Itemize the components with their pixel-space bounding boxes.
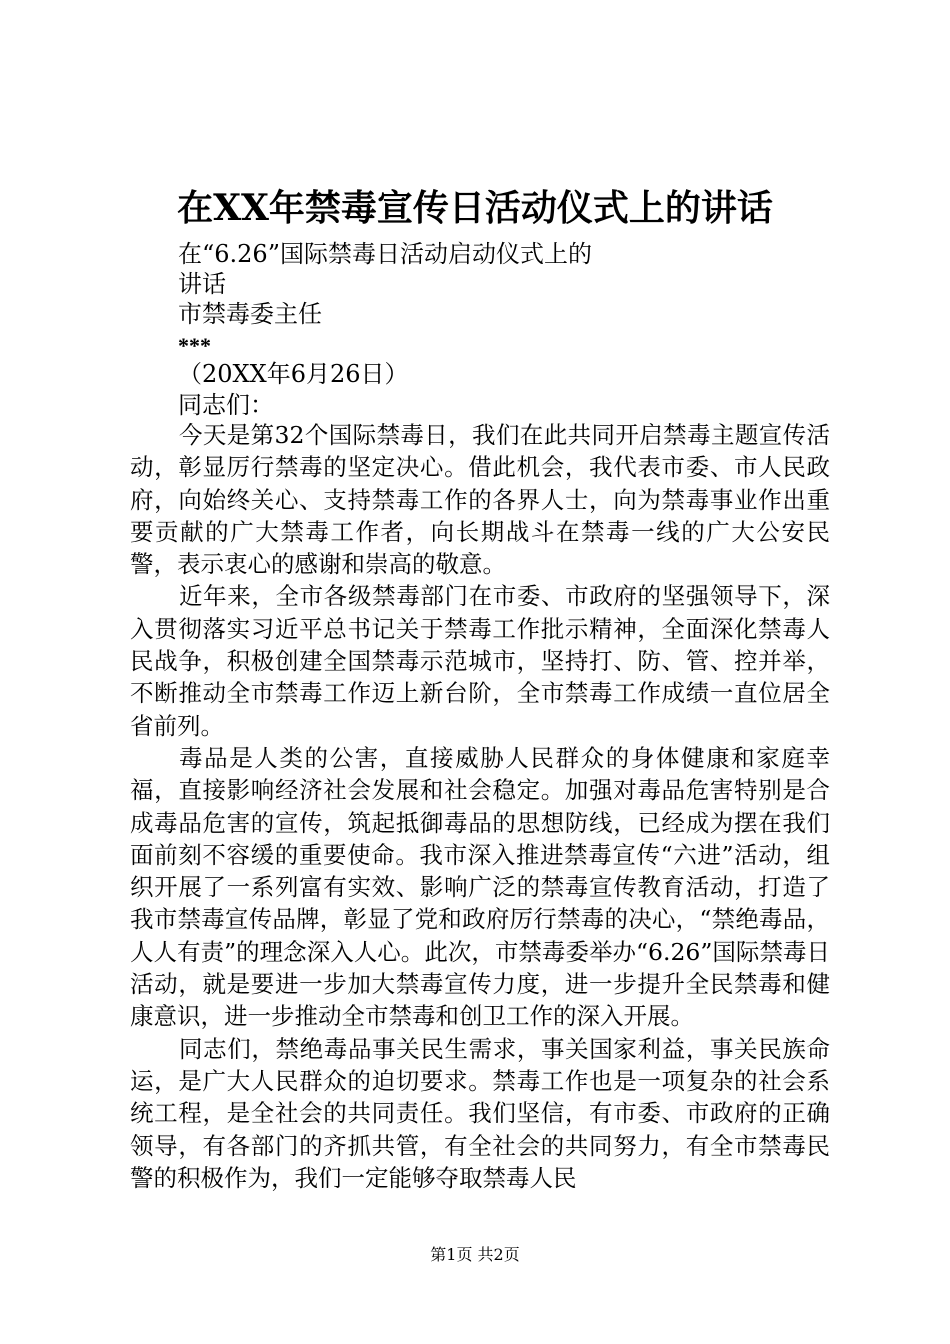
speech-occasion-line: 在“6.26”国际禁毒日活动启动仪式上的 (178, 240, 592, 268)
paragraph-call-to-action: 同志们，禁绝毒品事关民生需求，事关国家利益，事关民族命运，是广大人民群众的迫切要求。禁毒工作也是一项复杂的社会系统工程，是全社会的共同责任。我们坚信，有市委、市政府的正确领导，有各部门的齐抓共管，有全社会的共同努力，有全市禁毒民警的积极作为，我们一定能够夺取禁毒人民 (130, 1034, 830, 1192)
page-footer: 第1页 共2页 (430, 1245, 520, 1264)
paragraph-achievements: 近年来，全市各级禁毒部门在市委、市政府的坚强领导下，深入贯彻落实习近平总书记关于禁毒工作批示精神，全面深化禁毒人民战争，积极创建全国禁毒示范城市，坚持打、防、管、控并举，不断推动全市禁毒工作迈上新台阶，全市禁毒工作成绩一直位居全省前列。 (130, 582, 830, 740)
paragraph-drug-harm: 毒品是人类的公害，直接威胁人民群众的身体健康和家庭幸福，直接影响经济社会发展和社会稳定。加强对毒品危害特别是合成毒品危害的宣传，筑起抵御毒品的思想防线，已经成为摆在我们面前刻不容缓的重要使命。我市深入推进禁毒宣传“六进”活动，组织开展了一系列富有实效、影响广泛的禁毒宣传教育活动，打造了我市禁毒宣传品牌，彰显了党和政府厉行禁毒的决心，“禁绝毒品，人人有责”的理念深入人心。此次，市禁毒委举办“6.26”国际禁毒日活动，就是要进一步加大禁毒宣传力度，进一步提升全民禁毒和健康意识，进一步推动全市禁毒和创卫工作的深入开展。 (130, 743, 830, 1031)
speech-occasion-line-continued: 讲话 (178, 270, 226, 298)
speech-date: （20XX年6月26日） (178, 360, 409, 388)
salutation: 同志们： (178, 391, 274, 419)
speech-body (130, 419, 830, 1194)
speaker-position: 市禁毒委主任 (178, 300, 322, 328)
document-title: 在XX年禁毒宣传日活动仪式上的讲话 (177, 187, 773, 229)
speaker-name-redacted: *** (178, 333, 211, 358)
paragraph-gratitude: 今天是第32个国际禁毒日，我们在此共同开启禁毒主题宣传活动，彰显厉行禁毒的坚定决心。借此机会，我代表市委、市人民政府，向始终关心、支持禁毒工作的各界人士，向为禁毒事业作出重要贡献的广大禁毒工作者，向长期战斗在禁毒一线的广大公安民警，表示衷心的感谢和崇高的敬意。 (130, 421, 830, 579)
